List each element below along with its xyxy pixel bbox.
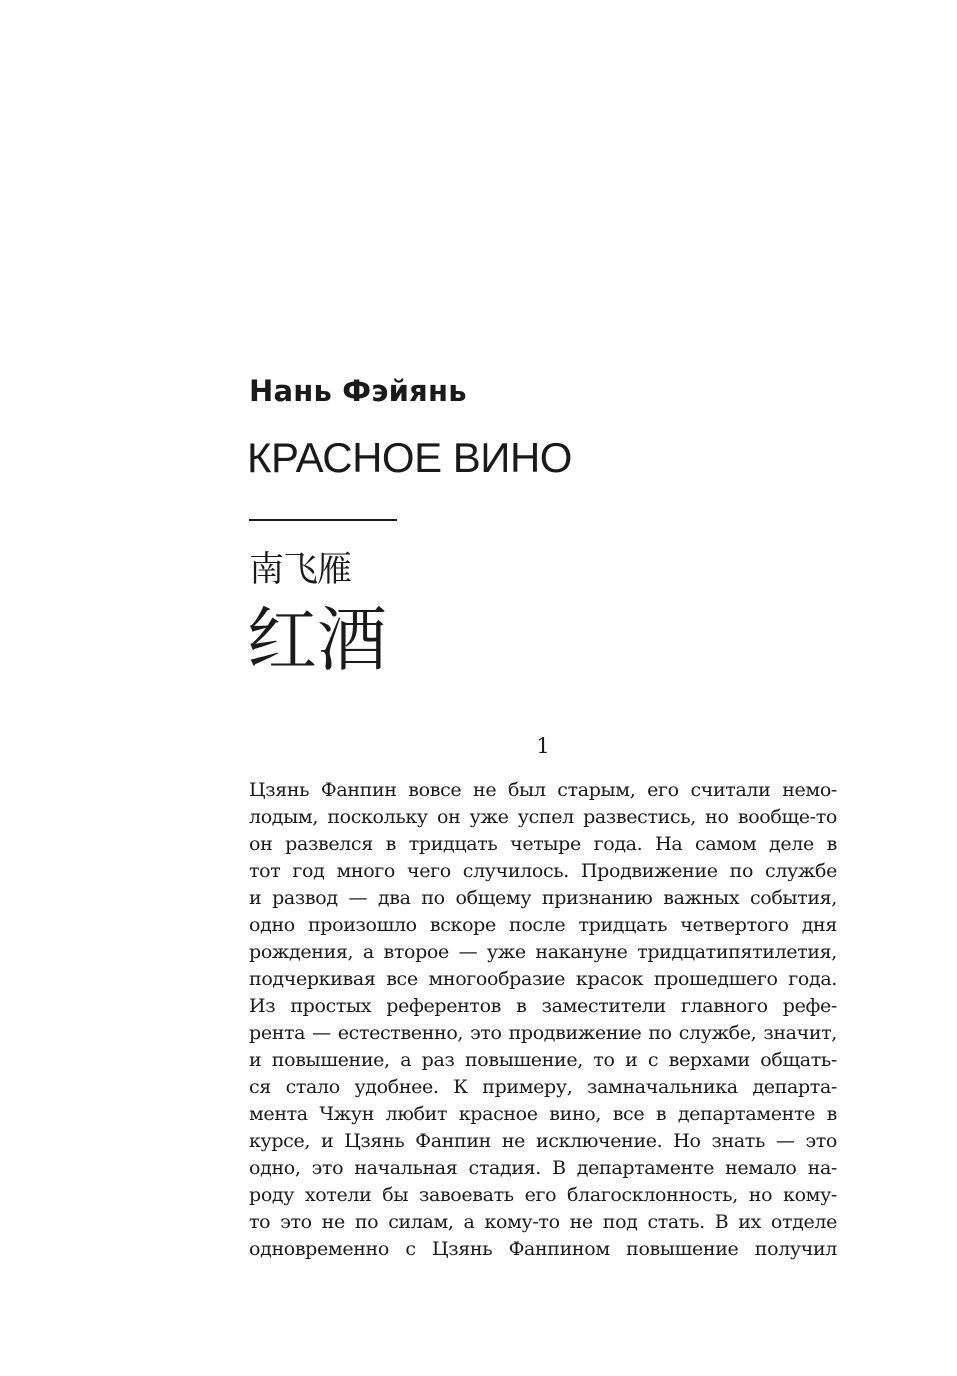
body-line: курсе, и Цзянь Фанпин не исключение. Но знать — это	[249, 1130, 837, 1152]
body-line: мента Чжун любит красное вино, все в департаменте в	[249, 1103, 837, 1125]
story-title: КРАСНОЕ ВИНО	[247, 434, 572, 481]
title-divider	[249, 519, 397, 521]
body-line: ся стало удобнее. К примеру, замначальника департа-	[249, 1076, 837, 1098]
body-line: одновременно с Цзянь Фанпином повышение получил	[249, 1238, 837, 1260]
body-line: тот год много чего случилось. Продвижение по службе	[249, 860, 837, 882]
body-line: и повышение, а раз повышение, то и с верхами общать-	[249, 1049, 837, 1071]
body-line: рождения, а второе — уже накануне тридцатипятилетия,	[249, 941, 837, 963]
body-line: Цзянь Фанпин вовсе не был старым, его считали немо-	[249, 779, 837, 801]
author-name: Нань Фэйянь	[249, 374, 467, 408]
body-line: лодым, поскольку он уже успел развестись, но вообще-то	[249, 806, 837, 828]
story-title-original: 红酒	[247, 599, 387, 681]
body-text	[249, 777, 837, 1263]
body-line: рента — естественно, это продвижение по службе, значит,	[249, 1022, 837, 1044]
body-line: он развелся в тридцать четыре года. На самом деле в	[249, 833, 837, 855]
author-name-original: 南飞雁	[249, 550, 352, 590]
body-line: то это не по силам, а кому-то не под стать. В их отделе	[249, 1211, 837, 1233]
body-line: роду хотели бы завоевать его благосклонность, но кому-	[249, 1184, 837, 1206]
body-line: одно произошло вскоре после тридцать четвертого дня	[249, 914, 837, 936]
chapter-number: 1	[536, 734, 550, 758]
body-line: подчеркивая все многообразие красок прошедшего года.	[249, 968, 837, 990]
body-line: и развод — два по общему признанию важных события,	[249, 887, 837, 909]
body-line: Из простых референтов в заместители главного рефе-	[249, 995, 837, 1017]
body-line: одно, это начальная стадия. В департаменте немало на-	[249, 1157, 837, 1179]
